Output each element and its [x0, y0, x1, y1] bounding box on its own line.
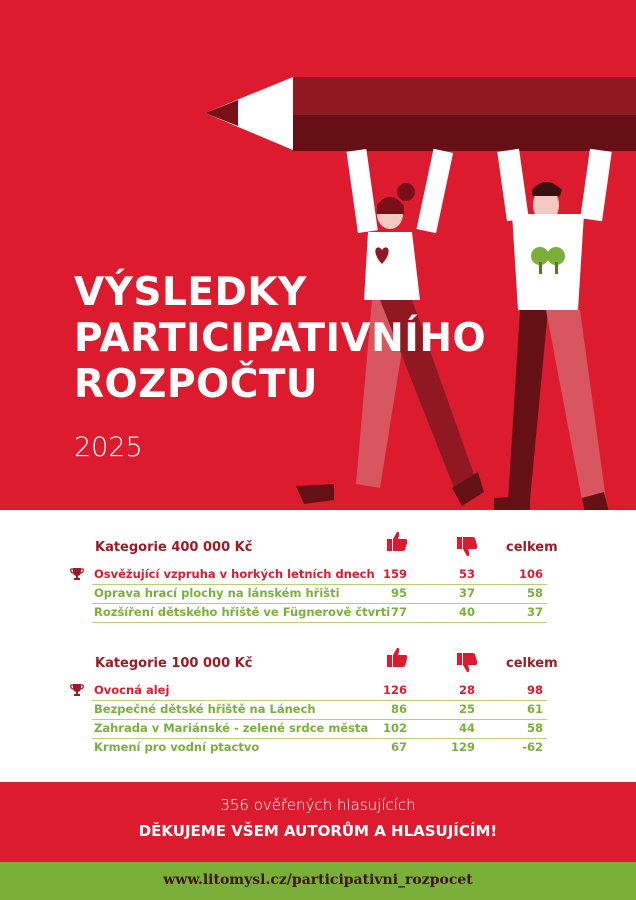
- thanks-message: DĚKUJEME VŠEM AUTORŮM A HLASUJÍCÍM!: [138, 822, 498, 840]
- total-column-header: celkem: [506, 540, 558, 555]
- trophy-icon: [70, 683, 84, 697]
- votes-for: 126: [382, 683, 407, 697]
- footer-banner: [0, 782, 636, 862]
- votes-total: 58: [526, 586, 543, 600]
- votes-total: -62: [522, 740, 543, 754]
- votes-against: 37: [458, 586, 475, 600]
- table-row: [92, 681, 547, 701]
- votes-against: 25: [458, 702, 475, 716]
- project-name: Zahrada v Mariánské - zelené srdce města: [94, 721, 369, 735]
- project-name: Osvěžující vzpruha v horkých letních dnech: [94, 567, 375, 581]
- thumbs-down-icon: [456, 536, 478, 558]
- votes-against: 40: [458, 605, 475, 619]
- title-line-3: ROZPOČTU: [74, 362, 319, 407]
- project-name: Ovocná alej: [94, 683, 170, 697]
- votes-for: 95: [390, 586, 407, 600]
- votes-total: 106: [518, 567, 543, 581]
- project-name: Oprava hrací plochy na lánském hřišti: [94, 586, 340, 600]
- year-label: 2025: [74, 432, 143, 463]
- thumbs-up-icon: [386, 646, 408, 668]
- thumbs-up-icon: [386, 530, 408, 552]
- total-column-header: celkem: [506, 656, 558, 671]
- title-line-1: VÝSLEDKY: [74, 270, 307, 315]
- votes-against: 28: [458, 683, 475, 697]
- votes-total: 37: [526, 605, 543, 619]
- page-title: [74, 270, 486, 408]
- project-name: Rozšíření dětského hřiště ve Fügnerově čtvrti: [94, 605, 391, 619]
- voters-count: 356 ověřených hlasujících: [220, 796, 416, 814]
- title-line-2: PARTICIPATIVNÍHO: [74, 316, 487, 361]
- votes-against: 129: [450, 740, 475, 754]
- votes-for: 67: [390, 740, 407, 754]
- votes-for: 159: [382, 567, 407, 581]
- votes-against: 44: [458, 721, 475, 735]
- votes-for: 102: [382, 721, 407, 735]
- category-title: Kategorie 400 000 Kč: [95, 540, 253, 555]
- results-section: [0, 510, 636, 782]
- url-bar: [0, 862, 636, 900]
- project-name: Krmení pro vodní ptactvo: [94, 740, 260, 754]
- votes-total: 98: [526, 683, 543, 697]
- category-title: Kategorie 100 000 Kč: [95, 656, 253, 671]
- votes-against: 53: [458, 567, 475, 581]
- table-row: [92, 719, 547, 739]
- votes-for: 86: [390, 702, 407, 716]
- table-row: [92, 738, 547, 757]
- table-row: [92, 565, 547, 585]
- project-name: Bezpečné dětské hřiště na Lánech: [94, 702, 316, 716]
- votes-total: 58: [526, 721, 543, 735]
- votes-total: 61: [526, 702, 543, 716]
- table-row: [92, 584, 547, 604]
- votes-for: 77: [390, 605, 407, 619]
- table-row: [92, 700, 547, 720]
- thumbs-down-icon: [456, 652, 478, 674]
- table-row: [92, 603, 547, 623]
- trophy-icon: [70, 567, 84, 581]
- website-link[interactable]: www.litomysl.cz/participativni_rozpocet: [163, 872, 473, 888]
